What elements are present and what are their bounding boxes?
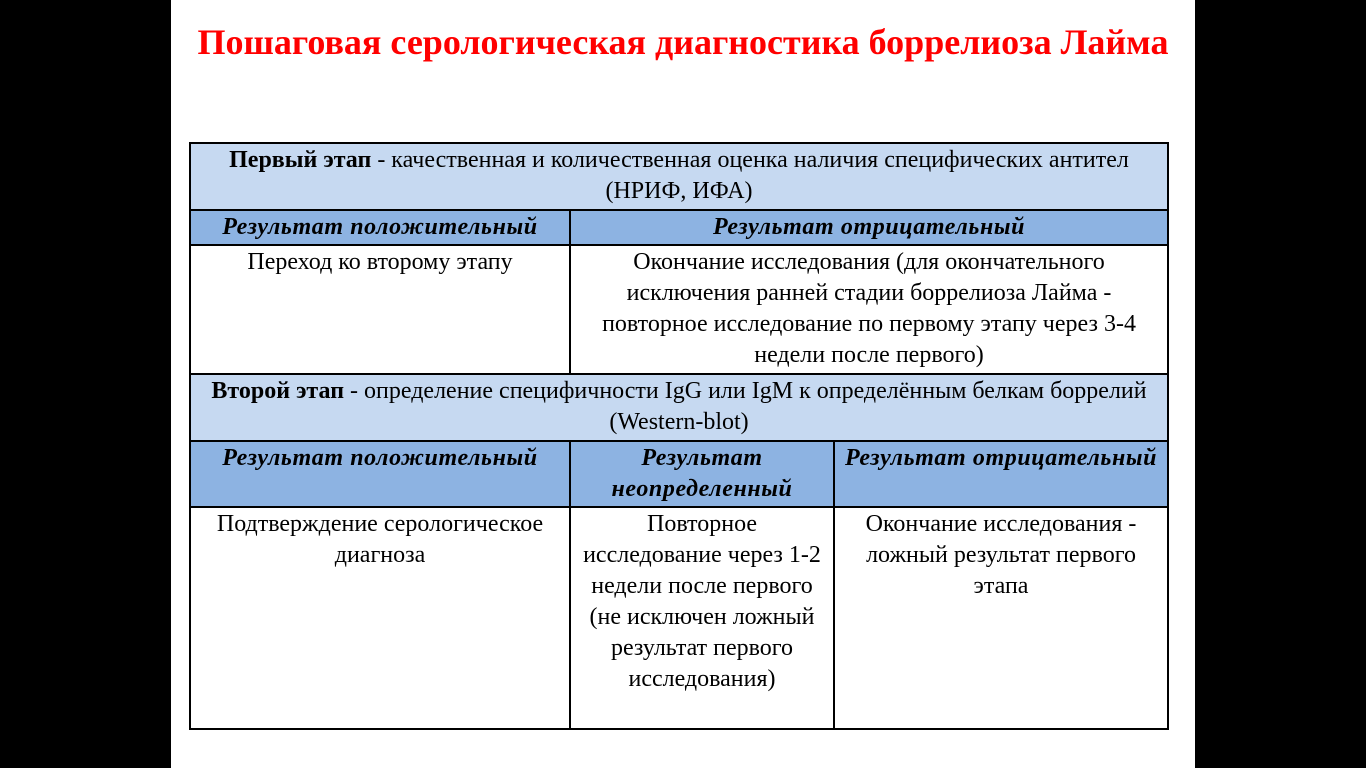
stage1-result-positive: Переход ко второму этапу [190, 245, 570, 374]
stage1-name: Первый этап [229, 147, 372, 173]
stage2-header-negative: Результат отрицательный [834, 441, 1168, 507]
stage2-name: Второй этап [211, 378, 345, 404]
stage1-header-row [190, 210, 1168, 245]
stage1-result-negative: Окончание исследования (для окончательного исключения ранней стадии боррелиоза Лайма - повторное исследование по первому этапу через 3-4 недели после первого) [570, 245, 1168, 374]
stage1-header-positive: Результат положительный [190, 210, 570, 245]
stage1-row [190, 143, 1168, 210]
stage2-header-row [190, 441, 1168, 507]
stage2-description: - определение специфичности IgG или IgM к определённым белкам боррелий (Western-blot) [344, 378, 1147, 435]
stage1-header-negative: Результат отрицательный [570, 210, 1168, 245]
stage2-cell [190, 374, 1168, 441]
stage1-description: - качественная и количественная оценка наличия специфических антител (НРИФ, ИФА) [371, 147, 1129, 204]
slide [171, 0, 1195, 768]
stage2-result-positive: Подтверждение серологическое диагноза [190, 507, 570, 729]
stage2-row [190, 374, 1168, 441]
stage2-header-positive: Результат положительный [190, 441, 570, 507]
slide-title: Пошаговая серологическая диагностика боррелиоза Лайма [197, 22, 1169, 62]
diagnostics-table [189, 142, 1169, 730]
stage2-header-undetermined: Результат неопределенный [570, 441, 834, 507]
stage2-result-undetermined: Повторное исследование через 1-2 недели после первого (не исключен ложный результат первого исследования) [570, 507, 834, 729]
stage2-result-negative: Окончание исследования - ложный результат первого этапа [834, 507, 1168, 729]
stage2-result-row [190, 507, 1168, 729]
stage1-cell [190, 143, 1168, 210]
stage1-result-row [190, 245, 1168, 374]
